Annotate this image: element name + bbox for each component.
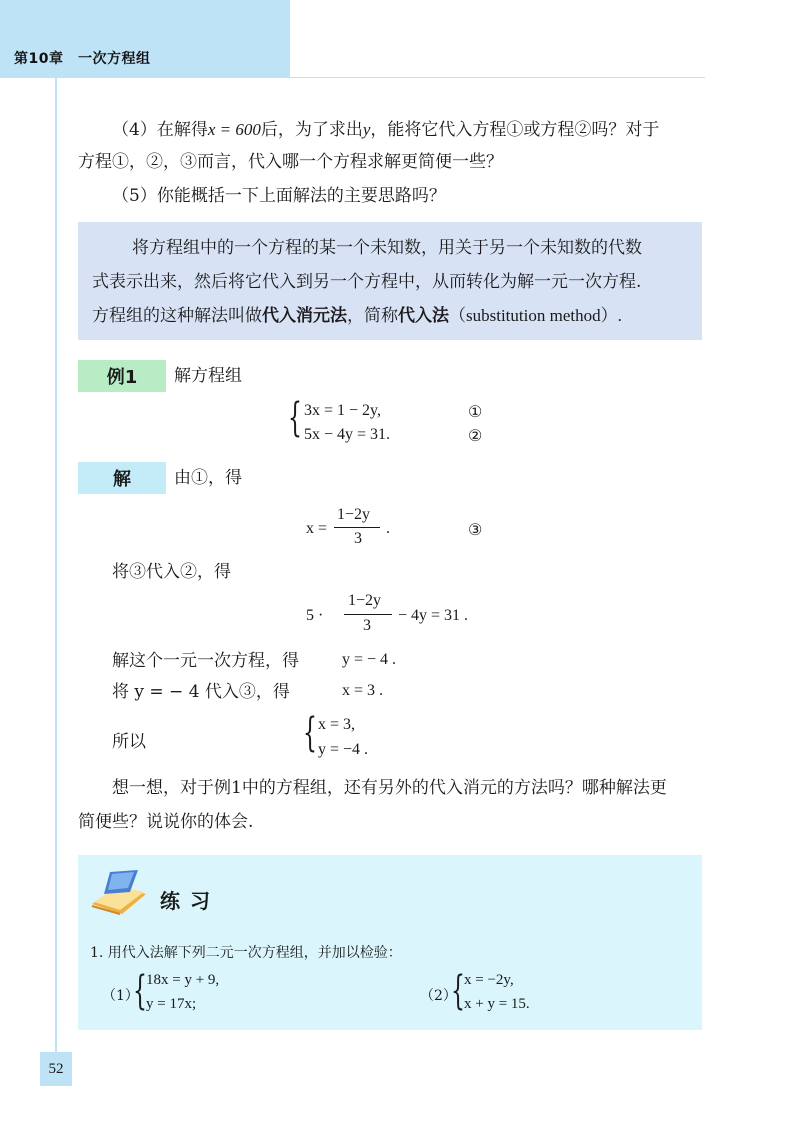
solution-step-1: 由①，得 [174, 468, 242, 488]
think-line-2: 简便些？说说你的体会. [78, 812, 254, 832]
q4-equation: x = 600 [207, 120, 261, 139]
practice-book-icon [86, 866, 152, 918]
term-substitution: 代入法 [398, 306, 449, 326]
step-3-result: y = − 4 . [342, 651, 397, 668]
example-tag: 例1 [78, 360, 166, 392]
eq4-lhs: 5 · [306, 607, 324, 624]
concept-line-3 [92, 300, 622, 332]
final-eq1: x = 3, [318, 716, 356, 733]
example-eq1: 3x = 1 − 2y, [304, 402, 382, 419]
solution-tag: 解 [78, 462, 166, 494]
q4-text-a: （4）在解得 [112, 120, 208, 140]
example-brace: { [288, 395, 302, 441]
solution-step-5: 所以 [112, 732, 146, 752]
question-5: （5）你能概括一下上面解法的主要思路吗？ [112, 186, 446, 206]
practice-part-2-eq2: x + y = 15. [464, 996, 530, 1012]
concept-box [78, 222, 702, 340]
eq4-numerator: 1−2y [348, 592, 382, 609]
concept-line-1: 将方程组中的一个方程的某一个未知数，用关于另一个未知数的代数 [132, 238, 642, 258]
final-brace: { [303, 710, 317, 756]
practice-part-1-eq2: y = 17x; [146, 996, 197, 1012]
practice-question-1: 1. 用代入法解下列二元一次方程组，并加以检验： [90, 945, 402, 961]
example-eq1-mark: ① [468, 404, 483, 421]
concept-text-c: （substitution method）. [449, 306, 622, 325]
practice-part-1-eq1: 18x = y + 9, [146, 972, 220, 988]
eq3-denominator: 3 [354, 530, 362, 547]
term-substitution-elimination: 代入消元法 [262, 306, 347, 326]
eq3-period: . [386, 520, 390, 537]
concept-text-a: 方程组的这种解法叫做 [92, 306, 262, 326]
practice-part-2-label: （2） [420, 988, 457, 1004]
eq4-denominator: 3 [363, 617, 371, 634]
q4-text-c: ，能将它代入方程①或方程②吗？对于 [370, 120, 660, 140]
solution-step-3: 解这个一元一次方程，得 [112, 651, 299, 671]
eq4-fraction-bar [344, 614, 392, 615]
header-rule [290, 77, 705, 78]
eq3-numerator: 1−2y [337, 506, 371, 523]
step-4-result: x = 3 . [342, 682, 384, 699]
concept-text-b: ，简称 [347, 306, 398, 326]
eq4-rhs: − 4y = 31 . [398, 607, 469, 624]
solution-step-2: 将③代入②，得 [112, 562, 231, 582]
final-eq2: y = −4 . [318, 741, 369, 758]
question-4-line-1 [112, 114, 659, 146]
eq3-lhs: x = [306, 520, 328, 537]
concept-line-2: 式表示出来，然后将它代入到另一个方程中，从而转化为解一元一次方程. [92, 272, 642, 292]
q4-text-b: 后，为了求出 [260, 120, 363, 140]
practice-title: 练习 [160, 889, 220, 913]
practice-part-1-label: （1） [102, 988, 139, 1004]
example-eq2: 5x − 4y = 31. [304, 426, 391, 443]
example-eq2-mark: ② [468, 428, 483, 445]
solution-step-4: 将 y = − 4 代入③，得 [112, 682, 290, 702]
page-number: 52 [40, 1052, 72, 1086]
practice-part-2-eq1: x = −2y, [464, 972, 514, 988]
q4-variable: y [362, 120, 371, 139]
question-4-line-2: 方程①，②，③而言，代入哪一个方程求解更简便一些？ [78, 152, 503, 172]
eq3-mark: ③ [468, 522, 483, 539]
think-line-1: 想一想，对于例1中的方程组，还有另外的代入消元的方法吗？哪种解法更 [112, 778, 667, 798]
example-prompt: 解方程组 [174, 366, 242, 386]
chapter-title: 第10章 一次方程组 [14, 51, 151, 67]
practice-part-2-brace: { [451, 968, 465, 1014]
margin-rule [55, 78, 57, 1068]
eq3-fraction-bar [334, 527, 380, 528]
practice-part-1-brace: { [133, 968, 147, 1014]
